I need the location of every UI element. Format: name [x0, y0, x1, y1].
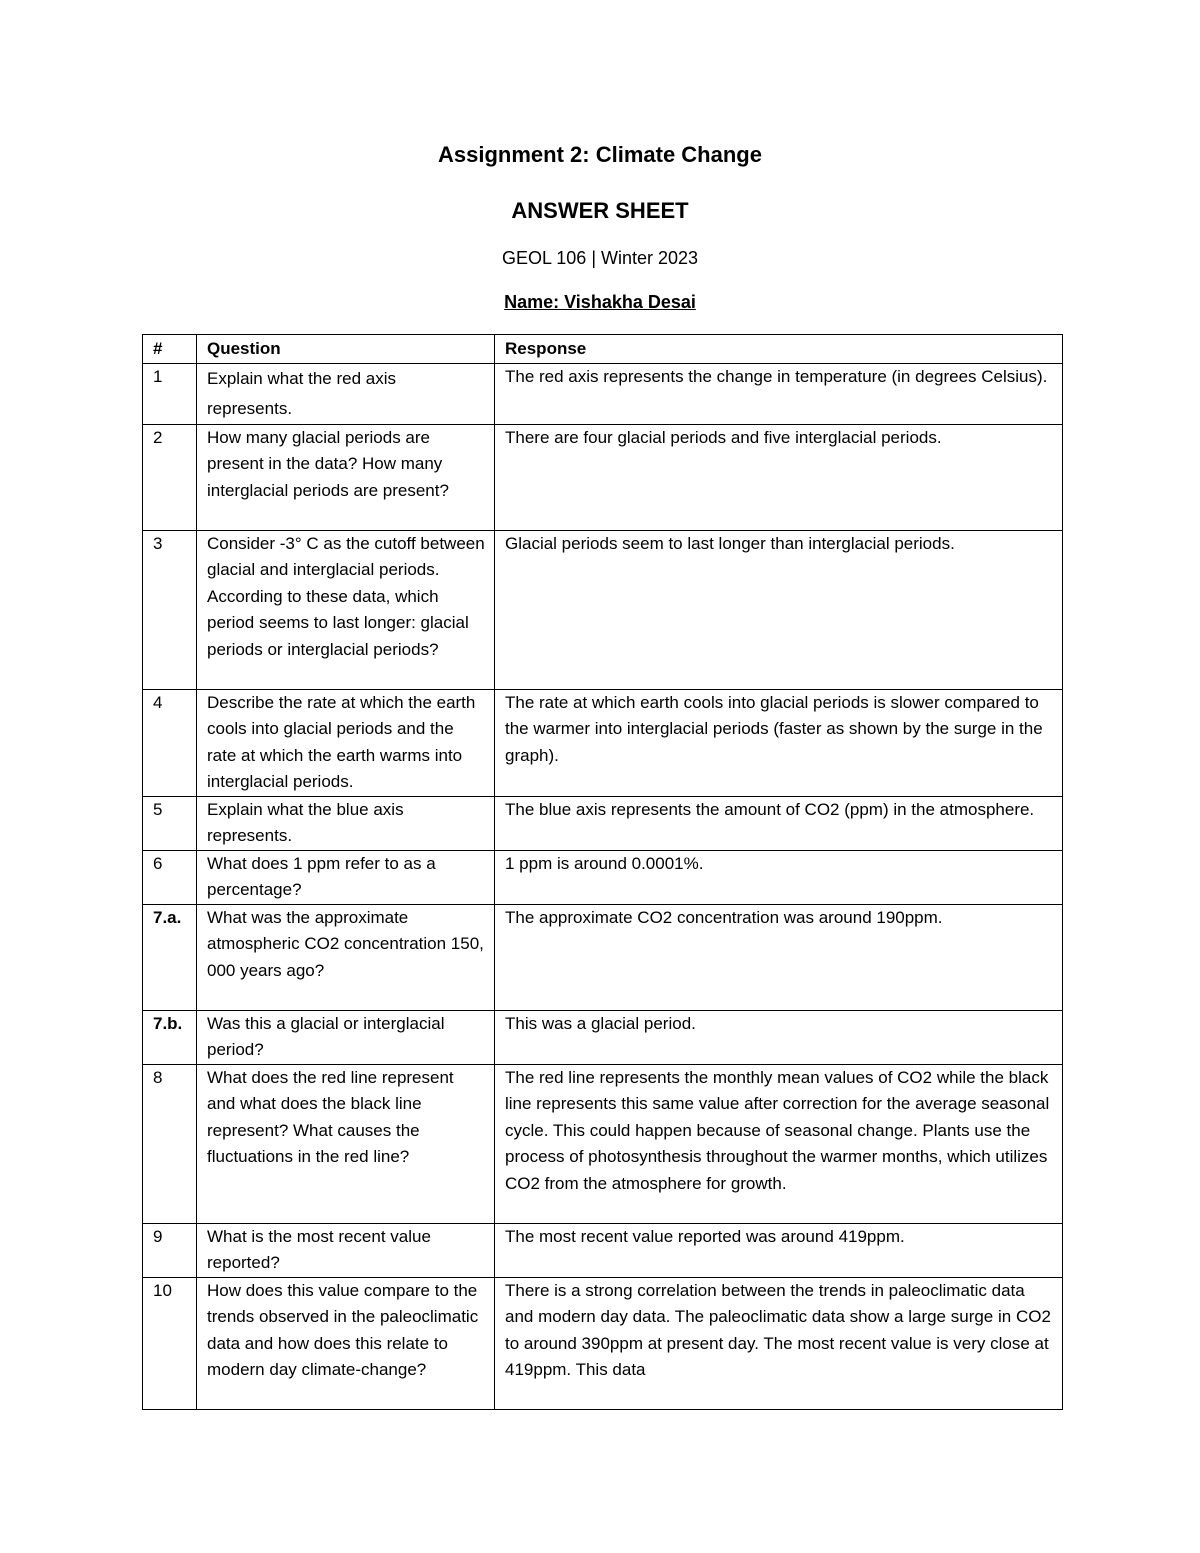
- row-response: The red line represents the monthly mean values of CO2 while the black line represents this same value after correction for the average seasonal cycle. This could happen because of seasonal change. Plants use the process of photosynthesis throughout the warmer months, which utilizes CO2 from the atmosphere for growth.: [495, 1064, 1063, 1223]
- table-row: [143, 363, 1063, 424]
- row-number: 9: [143, 1223, 197, 1277]
- row-number: 3: [143, 530, 197, 689]
- row-question: Consider -3° C as the cutoff between glacial and interglacial periods. According to these data, which period seems to last longer: glacial periods or interglacial periods?: [197, 530, 495, 689]
- table-row: [143, 530, 1063, 689]
- answer-table: [142, 334, 1063, 1410]
- row-number: 5: [143, 796, 197, 850]
- row-number: 10: [143, 1277, 197, 1409]
- table-row: [143, 850, 1063, 904]
- row-response: The most recent value reported was around 419ppm.: [495, 1223, 1063, 1277]
- row-response: There is a strong correlation between the trends in paleoclimatic data and modern day data. The paleoclimatic data show a large surge in CO2 to around 390ppm at present day. The most recent value is very close at 419ppm. This data: [495, 1277, 1063, 1409]
- row-response: The rate at which earth cools into glacial periods is slower compared to the warmer into interglacial periods (faster as shown by the surge in the graph).: [495, 689, 1063, 796]
- row-question: Explain what the red axis represents.: [197, 363, 495, 424]
- row-response: The approximate CO2 concentration was around 190ppm.: [495, 904, 1063, 1010]
- row-question: What does the red line represent and what does the black line represent? What causes the fluctuations in the red line?: [197, 1064, 495, 1223]
- table-header-row: [143, 335, 1063, 364]
- table-row: [143, 1064, 1063, 1223]
- row-question: What does 1 ppm refer to as a percentage?: [197, 850, 495, 904]
- row-question: What was the approximate atmospheric CO2 concentration 150, 000 years ago?: [197, 904, 495, 1010]
- row-number: 1: [143, 363, 197, 424]
- header-question: Question: [197, 335, 495, 364]
- row-response: Glacial periods seem to last longer than interglacial periods.: [495, 530, 1063, 689]
- row-question: How many glacial periods are present in the data? How many interglacial periods are present?: [197, 424, 495, 530]
- table-row: [143, 904, 1063, 1010]
- row-number: 7.b.: [143, 1010, 197, 1064]
- student-name: Name: Vishakha Desai: [504, 292, 696, 312]
- row-number: 8: [143, 1064, 197, 1223]
- row-number: 7.a.: [143, 904, 197, 1010]
- row-question: Describe the rate at which the earth cools into glacial periods and the rate at which the earth warms into interglacial periods.: [197, 689, 495, 796]
- row-number: 2: [143, 424, 197, 530]
- row-number: 6: [143, 850, 197, 904]
- row-response: The blue axis represents the amount of CO2 (ppm) in the atmosphere.: [495, 796, 1063, 850]
- row-response: 1 ppm is around 0.0001%.: [495, 850, 1063, 904]
- table-row: [143, 1010, 1063, 1064]
- row-question: Was this a glacial or interglacial period?: [197, 1010, 495, 1064]
- row-question: What is the most recent value reported?: [197, 1223, 495, 1277]
- table-row: [143, 796, 1063, 850]
- row-question: Explain what the blue axis represents.: [197, 796, 495, 850]
- table-row: [143, 1277, 1063, 1409]
- course-line: GEOL 106 | Winter 2023: [501, 248, 699, 268]
- document-title: Assignment 2: Climate Change: [438, 142, 762, 167]
- header-number: #: [143, 335, 197, 364]
- row-response: There are four glacial periods and five interglacial periods.: [495, 424, 1063, 530]
- document-subtitle: ANSWER SHEET: [511, 198, 689, 223]
- row-response: This was a glacial period.: [495, 1010, 1063, 1064]
- row-number: 4: [143, 689, 197, 796]
- header-response: Response: [495, 335, 1063, 364]
- row-response: The red axis represents the change in temperature (in degrees Celsius).: [495, 363, 1063, 424]
- table-row: [143, 689, 1063, 796]
- table-row: [143, 424, 1063, 530]
- row-question: How does this value compare to the trends observed in the paleoclimatic data and how does this relate to modern day climate-change?: [197, 1277, 495, 1409]
- table-row: [143, 1223, 1063, 1277]
